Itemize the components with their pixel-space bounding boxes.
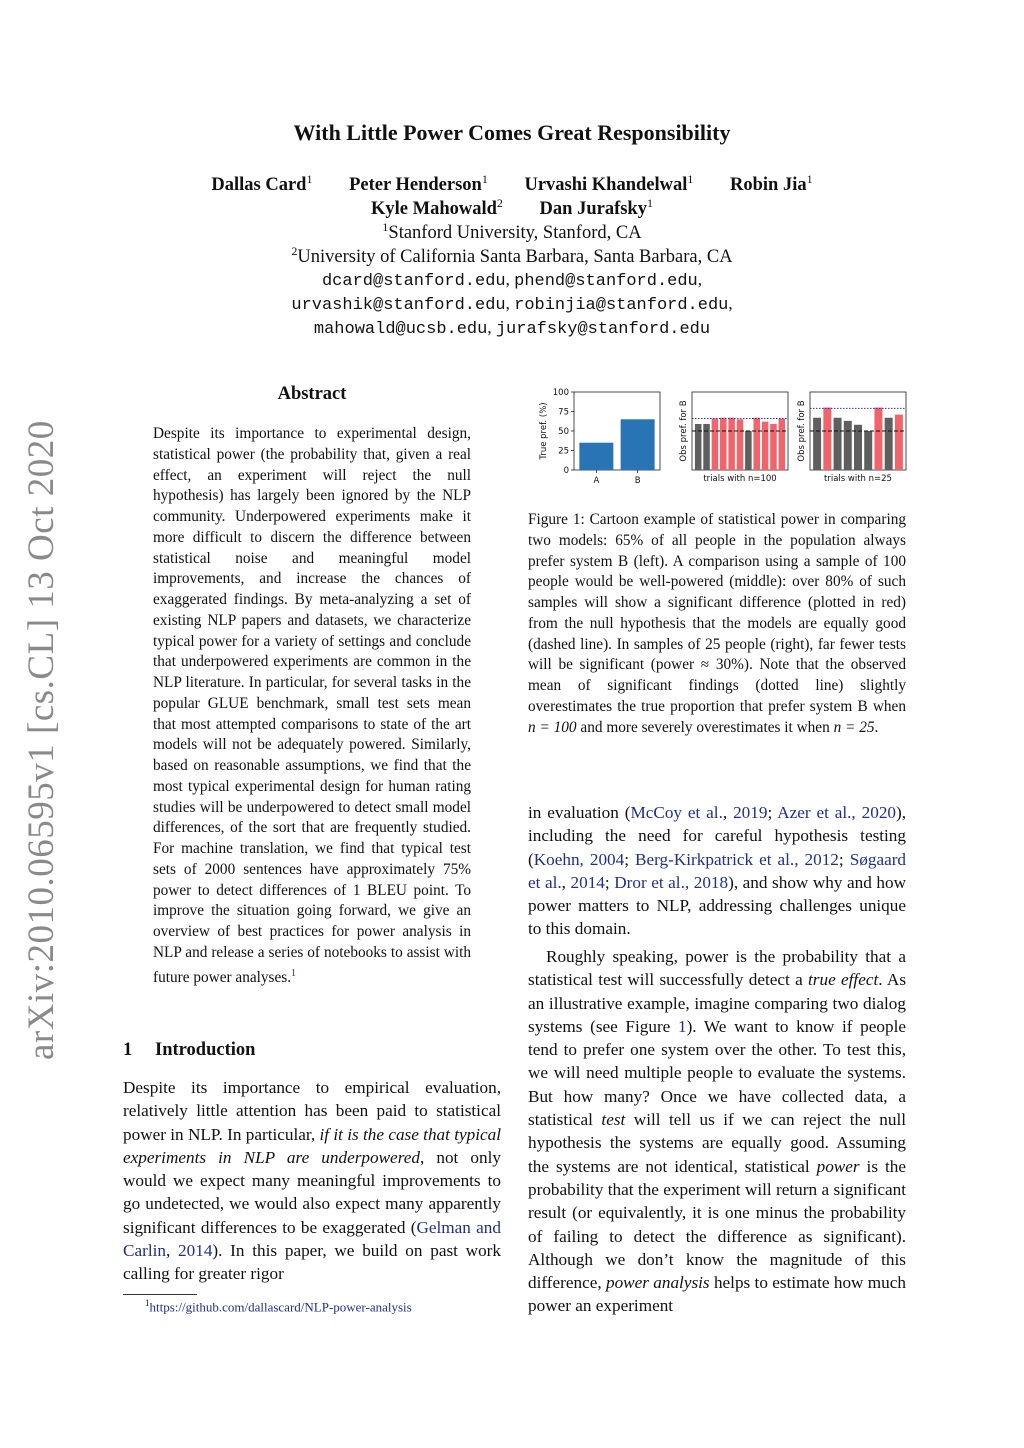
affiliation-1: $^1$Stanford University, Stanford, CA: [382, 220, 642, 244]
x-axis-label: trials with n=100: [703, 474, 777, 484]
trial-bar: [823, 408, 831, 470]
authors-line-1: [0, 172, 1024, 196]
y-tick-label: 50: [558, 427, 569, 437]
citation-link[interactable]: Azer et al.,: [777, 803, 856, 822]
email-link[interactable]: jurafsky@stanford.edu: [495, 320, 711, 339]
author: Robin Jia$^1$: [730, 172, 813, 196]
section-heading: 1 Introduction: [123, 1040, 256, 1060]
citation-link[interactable]: 2014: [178, 1241, 213, 1261]
chart-true-preference: [539, 388, 660, 486]
trial-bar: [728, 418, 735, 470]
author: Peter Henderson$^1$: [349, 172, 488, 196]
abstract-heading: Abstract: [277, 384, 347, 404]
trial-bar: [745, 431, 752, 470]
authors-line-2: [0, 196, 1024, 220]
y-tick-label: 75: [558, 407, 569, 418]
intro-paragraph-1: Despite its importance to empirical evaluation, relatively little attention has been paid to statistical power in NLP. In particular, if it is the case that typical experiments in NLP are underpowered, not only would we expect many meaningful improvements to go undetected, we would also expect many apparently significant differences to be exaggerated (Gelman and Carlin, 2014). In this paper, we build on past work calling for greater rigor: [123, 1078, 501, 1284]
trial-bar: [779, 419, 786, 470]
trial-bar: [885, 418, 893, 470]
trial-bar: [874, 408, 882, 470]
footnote-link[interactable]: https://github.com/dallascard/NLP-power-analysis: [149, 1299, 412, 1315]
affiliation-2: $^2$University of California Santa Barbara, Santa Barbara, CA: [291, 244, 733, 268]
author: Kyle Mahowald$^2$: [371, 196, 503, 220]
author: Urvashi Khandelwal$^1$: [524, 172, 694, 196]
intro-paragraph-1-cont: in evaluation (McCoy et al., 2019; Azer et al., 2020), including the need for careful hypothesis testing (Koehn, 2004; Berg-Kirkpatrick et al., 2012; Søgaard et al., 2014; Dror et al., 2018), and show why and how power matters to NLP, addressing challenges unique to this domain.: [528, 803, 907, 939]
trial-bar: [834, 418, 842, 470]
intro-paragraph-2: Roughly speaking, power is the probability that a statistical test will successfully detect a true effect. As an illustrative example, imagine comparing two dialog systems (see Figure 1). We want to know if people tend to prefer one system over the other. To test this, we will need multiple people to evaluate the systems. But how many? Once we have collected data, a statistical test will tell us if we can reject the null hypothesis the systems are equally good. Assuming the systems are not identical, statistical power is the probability that the experiment will return a significant result (or equivalently, it is one minus the probability of failing to detect the difference as significant). Although we don’t know the magnitude of this difference, power analysis helps to estimate how much power an experiment: [528, 947, 907, 1316]
citation-link[interactable]: Søgaard et al.: [528, 849, 907, 892]
trial-bar: [813, 418, 821, 470]
y-axis-label: Obs pref. for B: [797, 400, 807, 462]
trial-bar: [762, 422, 769, 470]
y-tick-label: 100: [552, 388, 569, 398]
footnote-rule: [123, 1294, 197, 1295]
citation-link[interactable]: Koehn, 2004: [533, 849, 625, 869]
x-tick-label: B: [634, 476, 641, 486]
footnote-ref[interactable]: 1: [291, 967, 297, 979]
email-link[interactable]: robinjia@stanford.edu: [514, 296, 729, 315]
citation-link[interactable]: Berg-Kirkpatrick et al., 2012: [635, 849, 839, 869]
trial-bar: [854, 425, 862, 470]
trial-bar: [753, 418, 760, 470]
trial-bar: [895, 415, 903, 470]
email-line-2: urvashik@stanford.edu, robinjia@stanford.edu,: [291, 294, 733, 315]
author: Dan Jurafsky$^1$: [539, 196, 653, 220]
figure-ref-link[interactable]: 1: [677, 1016, 687, 1036]
trial-bar: [720, 418, 727, 470]
figure-1-chart: [528, 386, 908, 491]
email-link[interactable]: urvashik@stanford.edu: [291, 296, 506, 315]
paper-title: With Little Power Comes Great Responsibility: [293, 120, 731, 145]
y-axis-label: Obs pref. for B: [679, 400, 689, 462]
x-axis-label: trials with n=25: [824, 474, 892, 484]
email-line-1: dcard@stanford.edu, phend@stanford.edu,: [321, 270, 703, 291]
email-link[interactable]: phend@stanford.edu: [514, 272, 698, 291]
chart-trials-n25: [797, 392, 906, 484]
citation-link[interactable]: Dror et al., 2018: [614, 872, 729, 892]
citation-link[interactable]: McCoy et al.: [630, 803, 723, 822]
abstract-text: Despite its importance to experimental design, statistical power (the probability that, given a real effect, an experiment will reject the null hypothesis) has largely been ignored by the NLP community. Underpowered experiments make it more difficult to discern the difference between statistical noise and meaningful model improvements, and increase the chances of exaggerated findings. By meta-analyzing a set of existing NLP papers and datasets, we characterize typical power for a variety of settings and conclude that underpowered experiments are common in the NLP literature. In particular, for several tasks in the popular GLUE benchmark, small test sets mean that most attempted comparisons to state of the art models will not be adequately powered. Similarly, based on reasonable assumptions, we find that the most typical experimental design for human rating studies will be underpowered to detect small model differences, of the sort that are frequently studied. For machine translation, we find that typical test sets of 2000 sentences have approximately 75% power to detect differences of 1 BLEU point. To improve the situation going forward, we give an overview of best practices for power analysis in NLP and release a series of notebooks to assist with future power analyses.: [153, 425, 471, 986]
footnote: $^1$https://github.com/dallascard/NLP-power-analysis: [145, 1298, 412, 1315]
trial-bar: [844, 421, 852, 470]
citation-link[interactable]: 2020: [861, 803, 896, 822]
citation-link[interactable]: 2019: [733, 803, 768, 822]
abstract-body: [153, 424, 471, 988]
y-tick-label: 0: [563, 466, 569, 476]
figure-caption: Figure 1: Cartoon example of statistical power in comparing two models: 65% of all people in the population always prefer system B (left). A comparison using a sample of 100 people would be well-powered (middle): over 80% of such samples will show a significant difference (plotted in red) from the null hypothesis that the models are equally good (dashed line). In samples of 25 people (right), far fewer tests will be significant (power ≈ 30%). Note that the observed mean of significant findings (dotted line) slightly overestimates the true proportion that prefer system B when n = 100 and more severely overestimates it when n = 25.: [528, 511, 906, 736]
trial-bar: [712, 419, 719, 470]
bar: [579, 443, 613, 470]
arxiv-identifier: arXiv:2010.06595v1 [cs.CL] 13 Oct 2020: [21, 420, 62, 1060]
email-link[interactable]: mahowald@ucsb.edu: [313, 320, 488, 339]
y-axis-label: True pref. (%): [539, 402, 549, 460]
x-tick-label: A: [593, 476, 600, 486]
citation-link[interactable]: 2014: [570, 872, 605, 892]
email-link[interactable]: dcard@stanford.edu: [321, 272, 506, 291]
y-tick-label: 25: [558, 446, 569, 457]
email-line-3: mahowald@ucsb.edu, jurafsky@stanford.edu: [313, 318, 711, 339]
bar: [621, 419, 655, 470]
citation-link[interactable]: Gelman and Carlin: [123, 1217, 501, 1261]
trial-bar: [737, 419, 744, 470]
chart-trials-n100: [679, 392, 788, 484]
trial-bar: [864, 431, 872, 470]
author: Dallas Card$^1$: [211, 172, 313, 196]
